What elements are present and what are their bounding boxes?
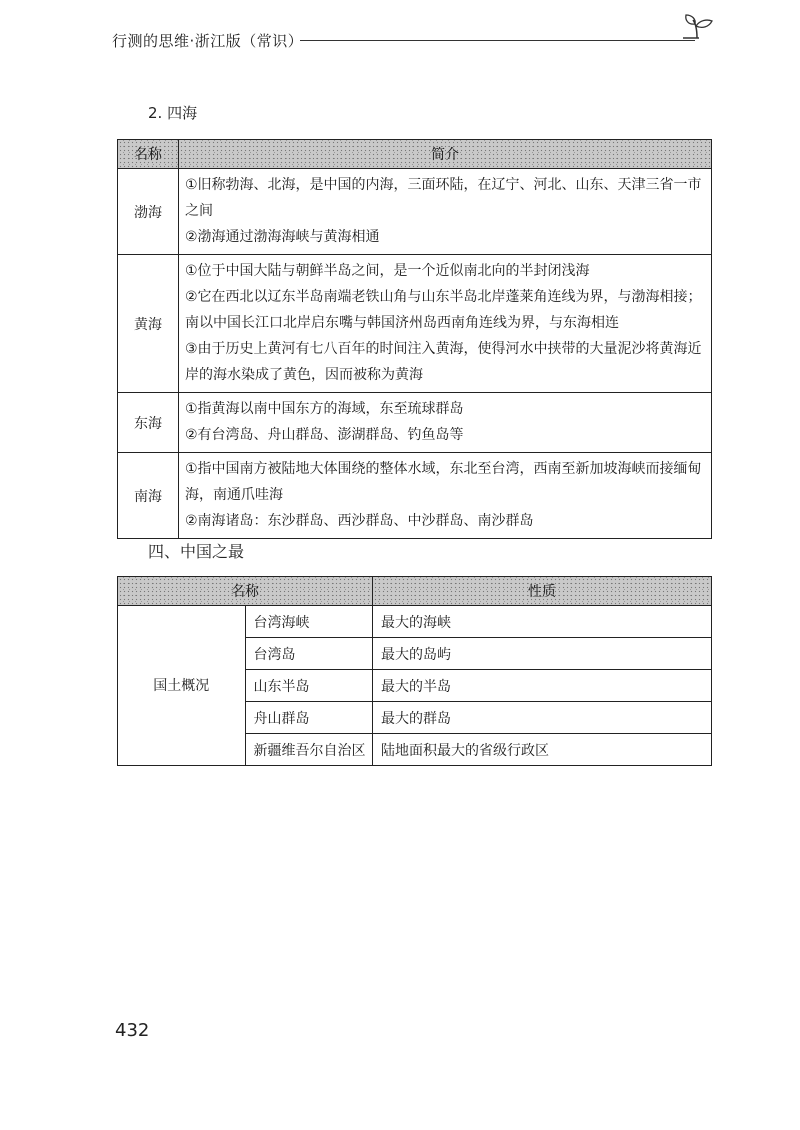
table-header-row: [118, 577, 712, 606]
description-line: ②有台湾岛、舟山群岛、澎湖群岛、钓鱼岛等: [185, 427, 464, 443]
column-header-description: 简介: [179, 140, 712, 169]
description-line: ①指黄海以南中国东方的海域，东至琉球群岛: [185, 401, 464, 417]
feature-name: 山东半岛: [245, 670, 373, 702]
category-cell: 国土概况: [118, 606, 246, 766]
description-line: ①旧称勃海、北海，是中国的内海，三面环陆，在辽宁、河北、山东、天津三省一市之间: [185, 177, 702, 219]
china-superlatives-table: [117, 576, 712, 766]
feature-name: 台湾岛: [245, 638, 373, 670]
section-heading-four-seas: 2. 四海: [148, 104, 198, 122]
sea-name: 黄海: [118, 255, 179, 393]
sea-name: 渤海: [118, 169, 179, 255]
table-row: [118, 393, 712, 453]
column-header-name: 名称: [118, 140, 179, 169]
table-header-row: [118, 140, 712, 169]
description-line: ①指中国南方被陆地大体围绕的整体水域，东北至台湾，西南至新加坡海峡而接缅甸海，南通爪哇海: [185, 461, 702, 503]
sea-name: 南海: [118, 453, 179, 539]
sea-name: 东海: [118, 393, 179, 453]
description-line: ②渤海通过渤海海峡与黄海相通: [185, 229, 380, 245]
feature-name: 舟山群岛: [245, 702, 373, 734]
four-seas-table: [117, 139, 712, 539]
feature-nature: 最大的群岛: [373, 702, 712, 734]
feature-nature: 最大的海峡: [373, 606, 712, 638]
sea-description: [179, 169, 712, 255]
sea-description: [179, 393, 712, 453]
feature-name: 台湾海峡: [245, 606, 373, 638]
sea-description: [179, 453, 712, 539]
description-line: ③由于历史上黄河有七八百年的时间注入黄海，使得河水中挟带的大量泥沙将黄海近岸的海水染成了黄色，因而被称为黄海: [185, 341, 702, 383]
feature-nature: 最大的半岛: [373, 670, 712, 702]
section-heading-china-superlatives: 四、中国之最: [148, 542, 245, 561]
table-row: [118, 453, 712, 539]
feature-name: 新疆维吾尔自治区: [245, 734, 373, 766]
header-rule: [300, 40, 695, 41]
table-row: [118, 169, 712, 255]
column-header-nature: 性质: [373, 577, 712, 606]
sea-description: [179, 255, 712, 393]
feature-nature: 最大的岛屿: [373, 638, 712, 670]
sprout-icon: [683, 12, 715, 40]
running-header-title: 行测的思维·浙江版（常识）: [112, 32, 304, 50]
column-header-name: 名称: [118, 577, 373, 606]
feature-nature: 陆地面积最大的省级行政区: [373, 734, 712, 766]
table-row: [118, 606, 712, 638]
page-number: 432: [115, 1020, 150, 1041]
description-line: ①位于中国大陆与朝鲜半岛之间，是一个近似南北向的半封闭浅海: [185, 263, 590, 279]
table-row: [118, 255, 712, 393]
description-line: ②它在西北以辽东半岛南端老铁山角与山东半岛北岸蓬莱角连线为界，与渤海相接；南以中国长江口北岸启东嘴与韩国济州岛西南角连线为界，与东海相连: [185, 289, 702, 331]
description-line: ②南海诸岛：东沙群岛、西沙群岛、中沙群岛、南沙群岛: [185, 513, 534, 529]
